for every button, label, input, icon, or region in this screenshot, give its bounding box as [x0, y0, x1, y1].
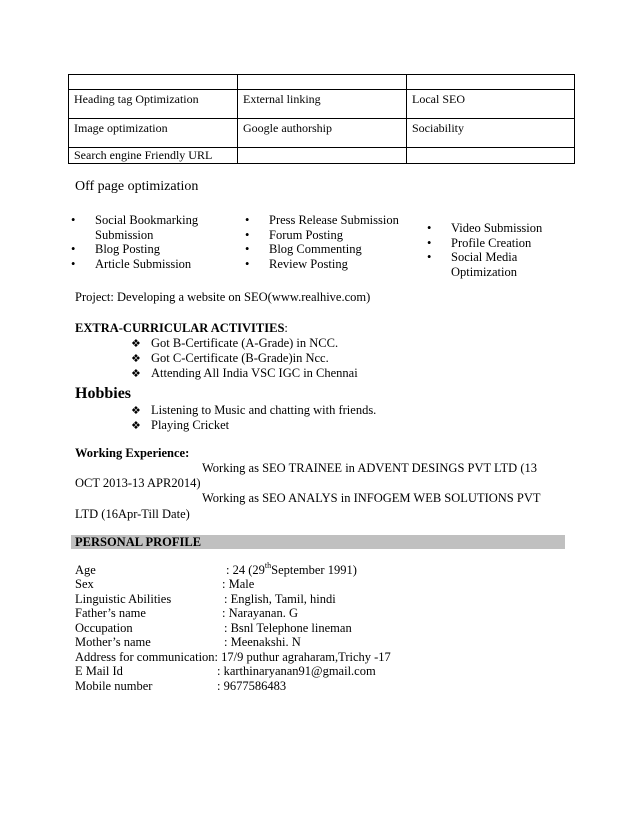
table-cell: Google authorship — [238, 119, 407, 148]
table-row — [69, 119, 575, 148]
mother-label: Mother’s name — [75, 635, 151, 649]
table-cell: Image optimization — [69, 119, 238, 148]
mobile-value: : 9677586483 — [217, 679, 287, 693]
father-label: Father’s name — [75, 606, 146, 620]
table-row — [69, 148, 575, 164]
hobbies-heading: Hobbies — [75, 385, 132, 402]
email-label: E Mail Id — [75, 664, 123, 678]
extra-list — [131, 336, 358, 381]
table-cell: Sociability — [407, 119, 575, 148]
table-cell — [238, 75, 407, 90]
list-item: • Social Bookmarking — [71, 213, 199, 227]
diamond-bullet-icon: ❖ — [131, 367, 141, 380]
bullet-icon: • — [71, 256, 76, 271]
diamond-bullet-icon: ❖ — [131, 419, 141, 432]
bullet-icon: • — [245, 227, 250, 242]
age-label: Age — [75, 563, 96, 577]
list-item: • Social Media — [427, 250, 518, 264]
father-value: : Narayanan. G — [222, 606, 299, 620]
list-item: • Blog Commenting — [245, 242, 362, 256]
email-value: : karthinaryanan91@gmail.com — [217, 664, 376, 678]
skills-table — [68, 74, 575, 164]
list-item: • Profile Creation — [427, 235, 532, 250]
table-cell — [407, 148, 575, 164]
diamond-bullet-icon: ❖ — [131, 404, 141, 417]
offpage-heading: Off page optimization — [75, 179, 199, 194]
list-item: Submission — [95, 227, 154, 242]
project-line: Project: Developing a website on SEO(www.realhive.com) — [75, 290, 371, 304]
bullet-icon: • — [245, 242, 250, 256]
table-cell — [238, 148, 407, 164]
bullet-icon: • — [427, 221, 432, 235]
offpage-list-col3 — [427, 221, 542, 279]
diamond-bullet-icon: ❖ — [131, 352, 141, 365]
list-item: Optimization — [451, 264, 517, 279]
table-cell: Local SEO — [407, 90, 575, 119]
work-line: Working as SEO TRAINEE in ADVENT DESINGS PVT LTD (13 — [202, 461, 537, 475]
mother-value: : Meenakshi. N — [224, 635, 301, 649]
list-item: • Review Posting — [245, 256, 348, 271]
address-line: Address for communication: 17/9 puthur agraharam,Trichy -17 — [75, 650, 391, 664]
list-item: ❖ Got C-Certificate (B-Grade)in Ncc. — [131, 351, 329, 365]
mobile-label: Mobile number — [75, 679, 153, 693]
table-cell — [69, 75, 238, 90]
list-item: ❖ Attending All India VSC IGC in Chennai — [131, 366, 358, 380]
table-cell: External linking — [238, 90, 407, 119]
age-value: : 24 (29thSeptember 1991) — [226, 561, 357, 577]
table-cell: Search engine Friendly URL — [69, 148, 238, 164]
list-item: ❖ Listening to Music and chatting with friends. — [131, 403, 377, 417]
list-item: ❖ Playing Cricket — [131, 418, 230, 432]
work-line: OCT 2013-13 APR2014) — [75, 476, 201, 490]
lang-label: Linguistic Abilities — [75, 592, 172, 606]
list-item: • Blog Posting — [71, 242, 160, 256]
table-cell: Heading tag Optimization — [69, 90, 238, 119]
list-item: • Video Submission — [427, 221, 543, 235]
sex-label: Sex — [75, 577, 94, 591]
bullet-icon: • — [71, 242, 76, 256]
profile-heading: PERSONAL PROFILE — [75, 535, 202, 549]
bullet-icon: • — [427, 235, 432, 250]
bullet-icon: • — [427, 250, 432, 264]
sex-value: : Male — [222, 577, 255, 591]
occupation-value: : Bsnl Telephone lineman — [224, 621, 352, 635]
list-item: ❖ Got B-Certificate (A-Grade) in NCC. — [131, 336, 339, 350]
list-item: • Article Submission — [71, 256, 192, 271]
list-item: • Press Release Submission — [245, 213, 399, 227]
bullet-icon: • — [245, 256, 250, 271]
bullet-icon: • — [245, 213, 250, 227]
profile-heading-bar — [71, 535, 565, 549]
extra-heading: EXTRA-CURRICULAR ACTIVITIES: — [75, 321, 288, 335]
diamond-bullet-icon: ❖ — [131, 337, 141, 350]
table-cell — [407, 75, 575, 90]
bullet-icon: • — [71, 213, 76, 227]
work-line: LTD (16Apr-Till Date) — [75, 507, 190, 521]
offpage-list-col1 — [71, 213, 198, 271]
offpage-list-col2 — [245, 213, 399, 271]
table-row — [69, 75, 575, 90]
work-line: Working as SEO ANALYS in INFOGEM WEB SOLUTIONS PVT — [202, 491, 541, 505]
table-row — [69, 90, 575, 119]
list-item: • Forum Posting — [245, 227, 343, 242]
work-heading: Working Experience: — [75, 446, 190, 460]
occupation-label: Occupation — [75, 621, 133, 635]
lang-value: : English, Tamil, hindi — [224, 592, 336, 606]
hobbies-list — [131, 403, 376, 433]
